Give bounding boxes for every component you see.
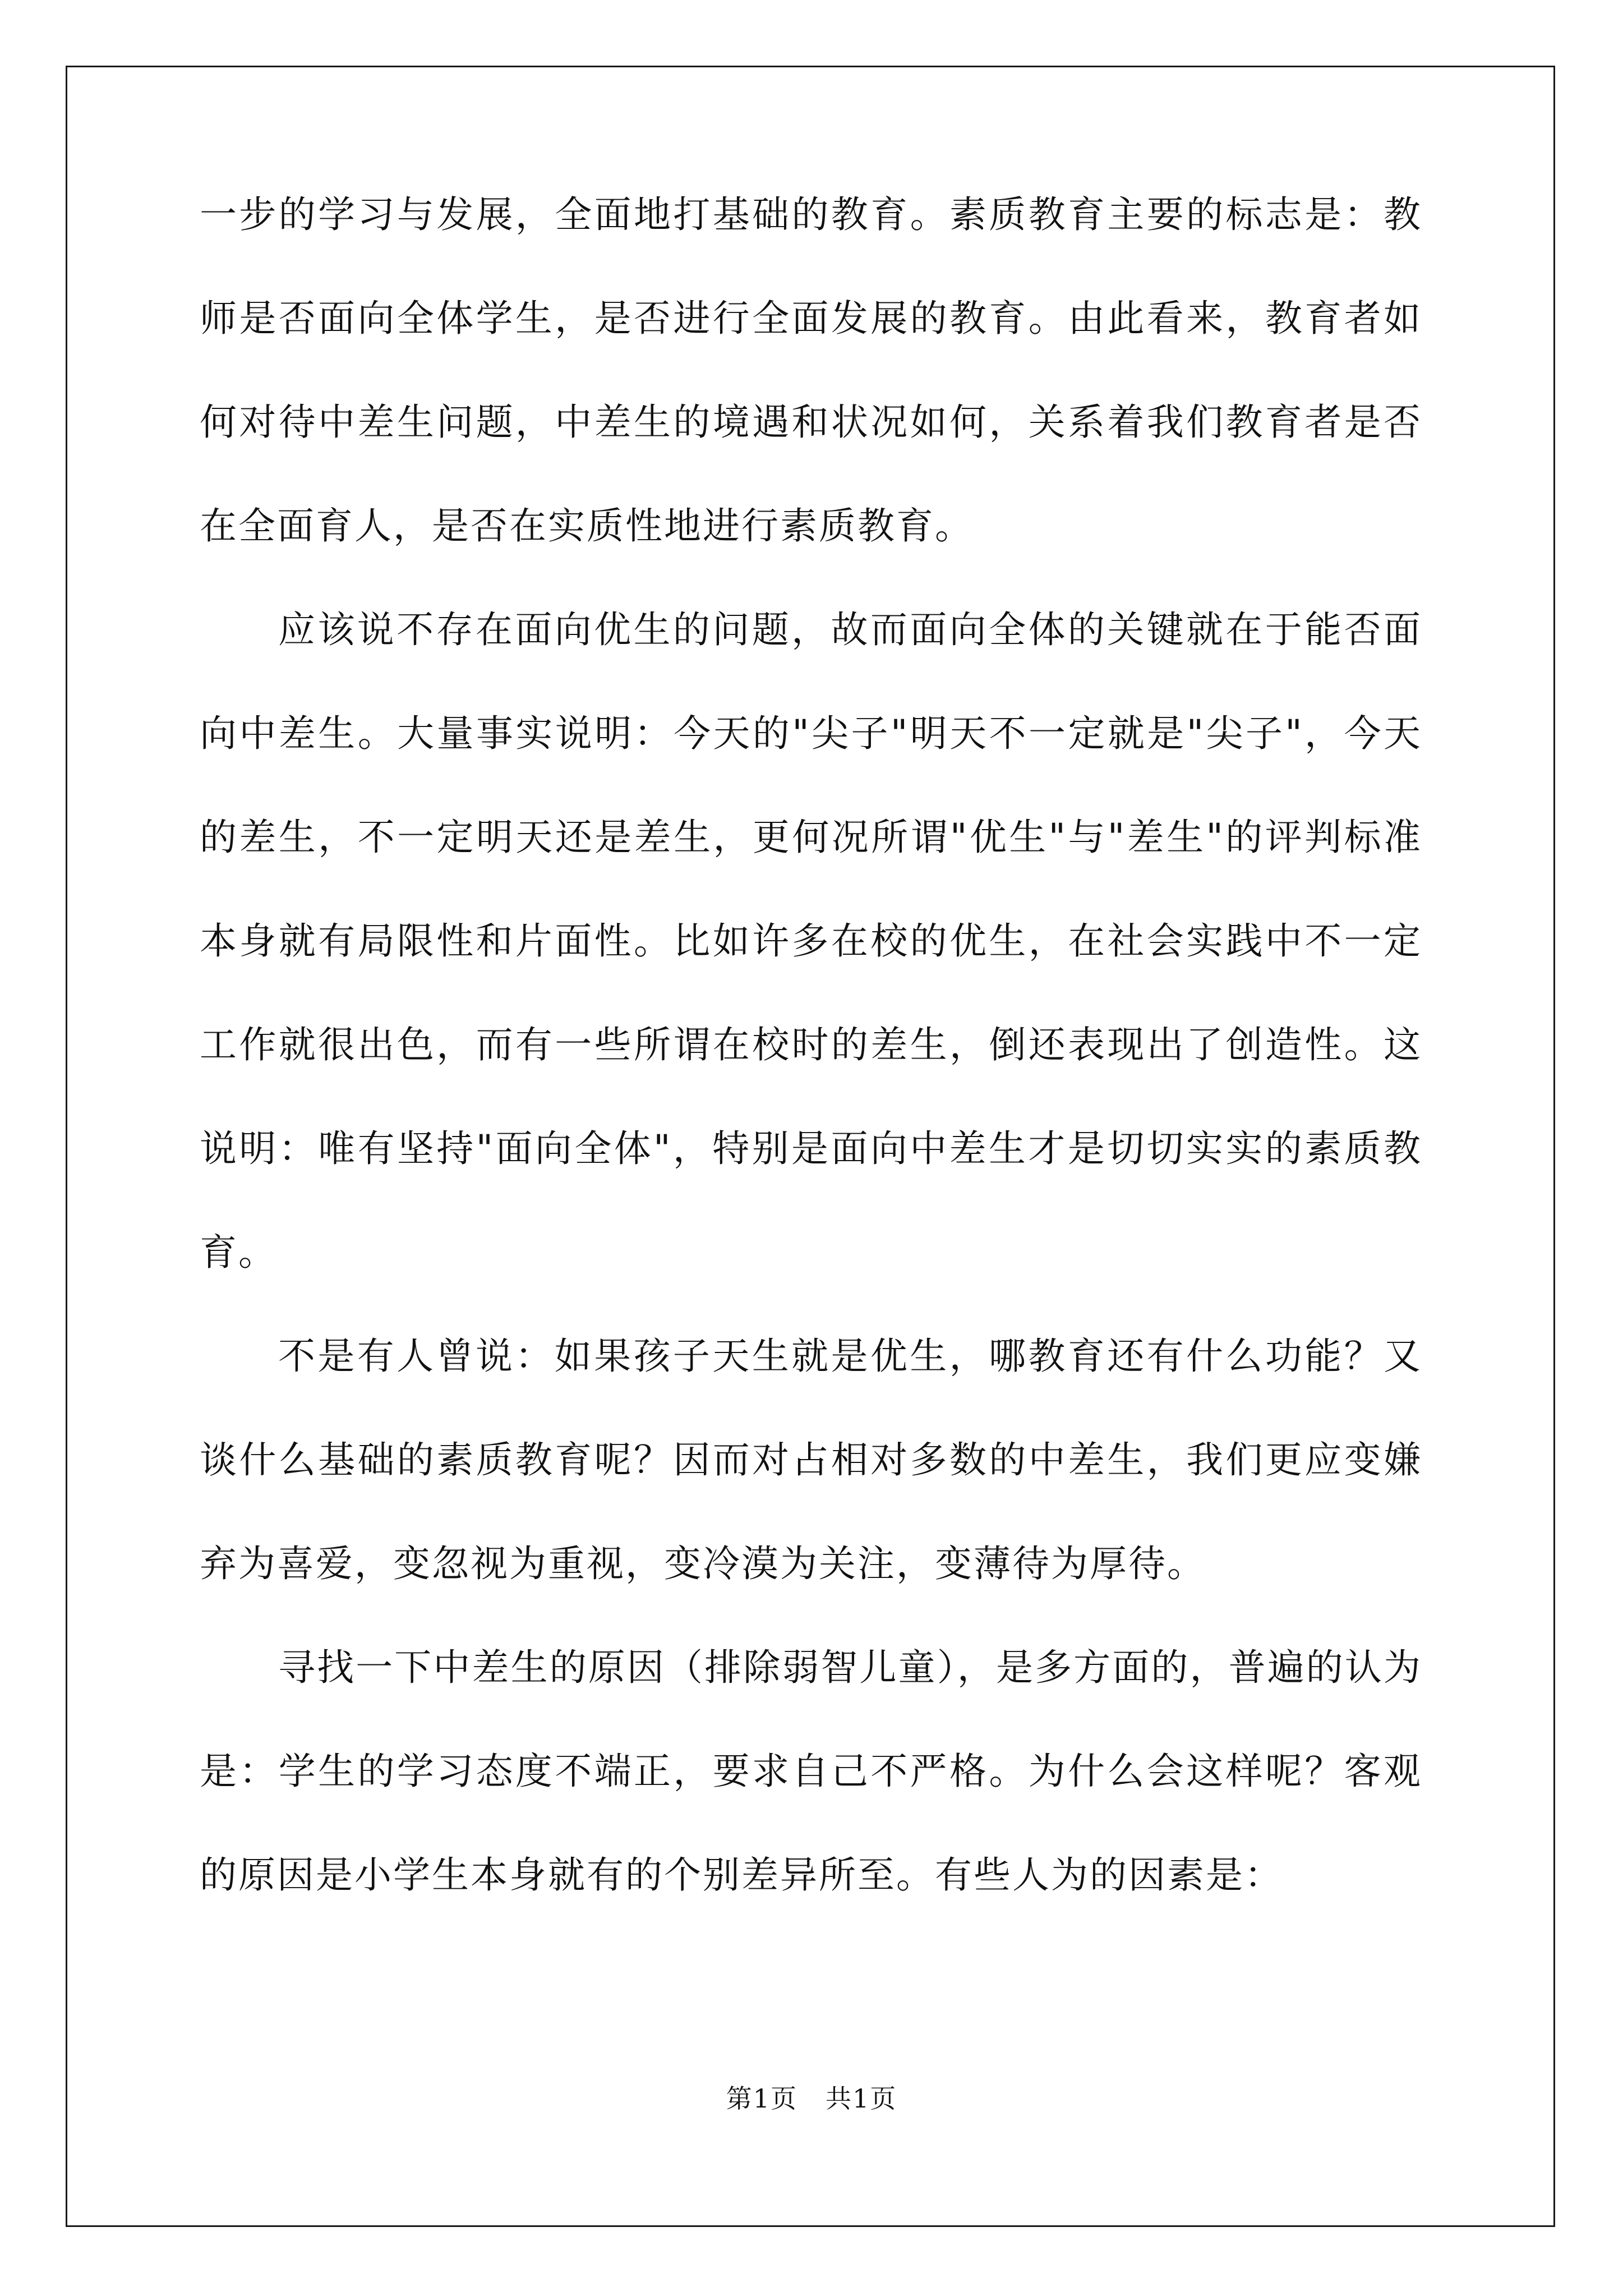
page-total: 共1页 [825, 2083, 897, 2114]
paragraph-3: 不是有人曾说：如果孩子天生就是优生，哪教育还有什么功能？又谈什么基础的素质教育呢？因而对占相对多数的中差生，我们更应变嫌弃为喜爱，变忽视为重视，变冷漠为关注，变薄待为厚待。 [200, 1335, 1422, 1585]
document-body [200, 163, 1422, 1927]
page-number: 第1页 [726, 2083, 798, 2114]
paragraph-4: 寻找一下中差生的原因（排除弱智儿童），是多方面的，普遍的认为是：学生的学习态度不端正，要求自己不严格。为什么会这样呢？客观的原因是小学生本身就有的个别差异所至。有些人为的因素是： [200, 1646, 1422, 1897]
page-footer [0, 2078, 1623, 2115]
paragraph-1: 一步的学习与发展，全面地打基础的教育。素质教育主要的标志是：教师是否面向全体学生，是否进行全面发展的教育。由此看来，教育者如何对待中差生问题，中差生的境遇和状况如何，关系着我们教育者是否在全面育人，是否在实质性地进行素质教育。 [200, 193, 1422, 547]
paragraph-2: 应该说不存在面向优生的问题，故而面向全体的关键就在于能否面向中差生。大量事实说明：今天的"尖子"明天不一定就是"尖子"，今天的差生，不一定明天还是差生，更何况所谓"优生"与"差生"的评判标准本身就有局限性和片面性。比如许多在校的优生，在社会实践中不一定工作就很出色，而有一些所谓在校时的差生，倒还表现出了创造性。这说明：唯有坚持"面向全体"，特别是面向中差生才是切切实实的素质教育。 [200, 608, 1422, 1274]
